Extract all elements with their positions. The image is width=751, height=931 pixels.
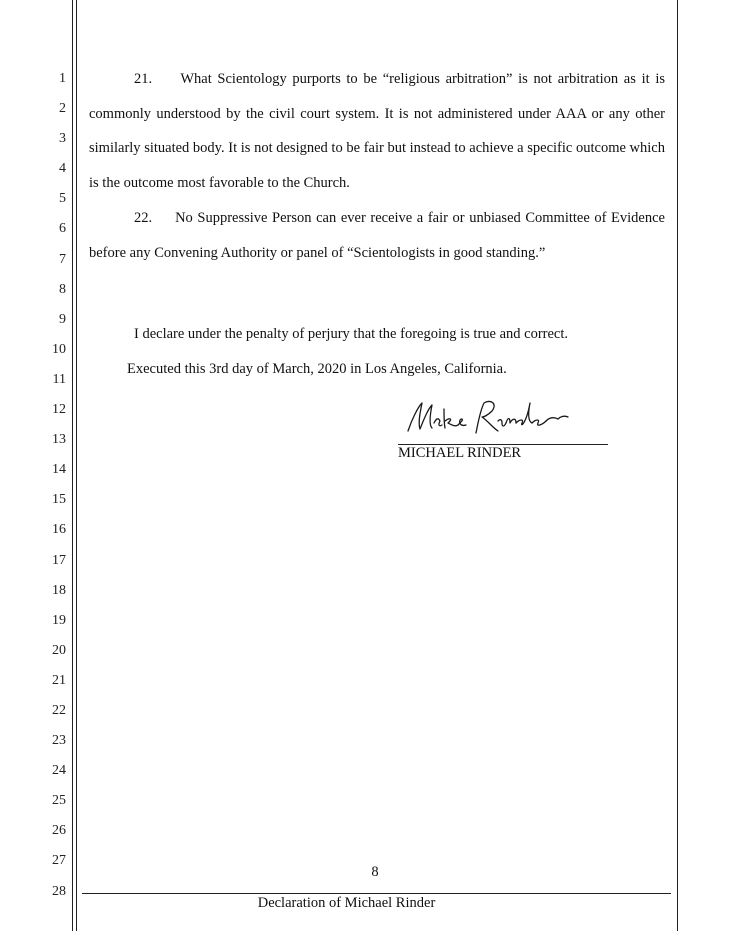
pleading-line-numbers — [0, 64, 66, 907]
line-number: 23 — [52, 733, 66, 749]
paragraph-21 — [89, 62, 665, 201]
line-number: 26 — [52, 823, 66, 839]
line-number: 15 — [52, 492, 66, 508]
signer-printed-name: MICHAEL RINDER — [398, 445, 522, 461]
line-number: 16 — [52, 522, 66, 538]
line-number: 2 — [59, 101, 66, 117]
handwritten-signature — [398, 395, 608, 445]
line-number: 28 — [52, 883, 66, 899]
execution-statement: Executed this 3rd day of March, 2020 in Los Angeles, California. — [127, 361, 507, 377]
paragraph-21-text: What Scientology purports to be “religious arbitration” is not arbitration as it is commonly understood by the civil court system. It is not administered under AAA or any other similarly situated body. It is not designed to be fair but instead to achieve a specific outcome which is the outcome most favorable to the Church. — [89, 71, 665, 192]
line-number: 10 — [52, 341, 66, 357]
line-number: 20 — [52, 642, 66, 658]
line-number: 1 — [59, 71, 66, 86]
paragraph-21-number: 21. — [134, 71, 153, 87]
line-number: 19 — [52, 612, 66, 628]
line-number: 9 — [59, 311, 66, 327]
line-number: 3 — [59, 131, 66, 147]
line-number: 5 — [59, 191, 66, 207]
footer-document-title: Declaration of Michael Rinder — [257, 895, 436, 911]
right-margin-rule — [677, 0, 678, 931]
line-number: 21 — [52, 672, 66, 688]
line-number: 13 — [52, 432, 66, 448]
line-number: 17 — [52, 552, 66, 568]
left-margin-rule-inner — [76, 0, 77, 931]
line-number: 18 — [52, 582, 66, 598]
line-number: 25 — [52, 793, 66, 809]
line-number: 22 — [52, 702, 66, 718]
paragraph-22 — [89, 201, 665, 270]
paragraph-22-number: 22. — [134, 210, 153, 226]
left-margin-rule-outer — [72, 0, 73, 931]
line-number: 6 — [59, 221, 66, 237]
line-number: 14 — [52, 462, 66, 478]
line-number: 4 — [59, 161, 66, 177]
paragraph-22-text: No Suppressive Person can ever receive a fair or unbiased Committee of Evidence before any Convening Authority or panel of “Scientologists in good standing.” — [89, 210, 665, 261]
footer-rule — [82, 893, 671, 894]
line-number: 24 — [52, 763, 66, 779]
line-number: 7 — [59, 251, 66, 267]
line-number: 12 — [52, 402, 66, 418]
page-number: 8 — [371, 864, 379, 880]
line-number: 8 — [59, 281, 66, 297]
line-number: 27 — [52, 853, 66, 869]
line-number: 11 — [52, 371, 66, 387]
perjury-declaration: I declare under the penalty of perjury that the foregoing is true and correct. — [134, 326, 569, 342]
